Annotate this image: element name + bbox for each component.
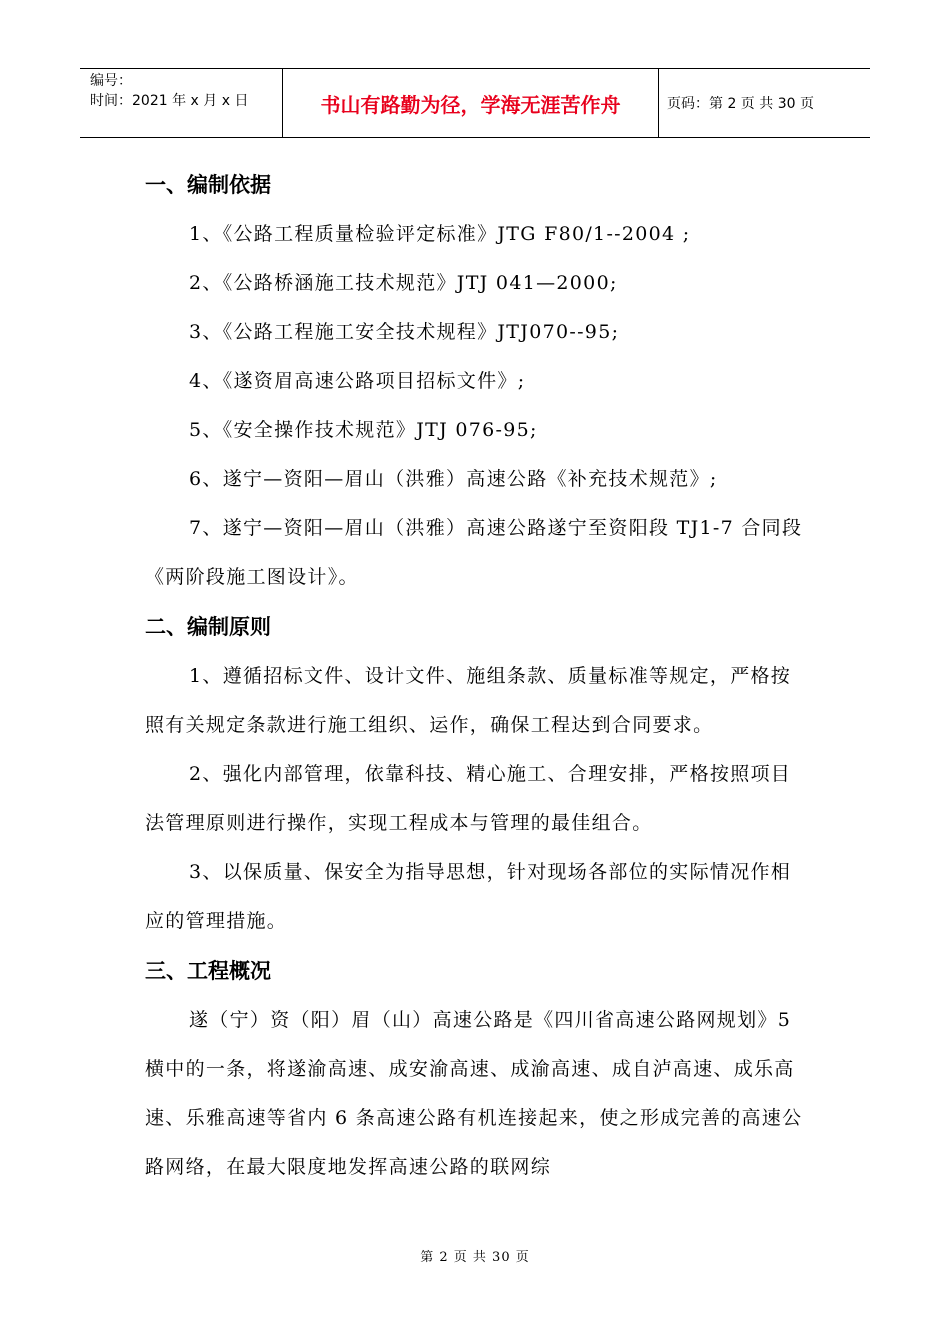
header-meta xyxy=(80,69,282,137)
principle-item-2: 2、强化内部管理，依靠科技、精心施工、合理安排，严格按照项目法管理原则进行操作，实现工程成本与管理的最佳组合。 xyxy=(145,763,792,834)
header-page-info: 页码：第 2 页 共 30 页 xyxy=(667,96,814,112)
basis-item-6: 6、遂宁—资阳—眉山（洪雅）高速公路《补充技术规范》; xyxy=(189,468,718,490)
basis-item-2: 2、《公路桥涵施工技术规范》JTJ 041—2000; xyxy=(189,272,618,294)
section-title-basis: 一、编制依据 xyxy=(145,173,271,197)
basis-item-4: 4、《遂资眉高速公路项目招标文件》; xyxy=(189,370,526,392)
page-footer: 第 2 页 共 30 页 xyxy=(420,1250,530,1265)
principle-item-1: 1、遵循招标文件、设计文件、施组条款、质量标准等规定，严格按照有关规定条款进行施工组织、运作，确保工程达到合同要求。 xyxy=(145,665,792,736)
basis-item-3: 3、《公路工程施工安全技术规程》JTJ070--95; xyxy=(189,321,620,343)
page-header xyxy=(80,68,870,138)
document-body xyxy=(145,160,805,1192)
principle-item-3: 3、以保质量、保安全为指导思想，针对现场各部位的实际情况作相应的管理措施。 xyxy=(145,861,792,932)
basis-item-7: 7、遂宁—资阳—眉山（洪雅）高速公路遂宁至资阳段 TJ1-7 合同段《两阶段施工图设计》。 xyxy=(145,517,803,588)
section-title-overview: 三、工程概况 xyxy=(145,959,271,983)
document-date: 时间：2021 年 x 月 x 日 xyxy=(90,93,249,109)
document-number-label: 编号： xyxy=(90,73,132,89)
section-title-principles: 二、编制原则 xyxy=(145,615,271,639)
overview-paragraph: 遂（宁）资（阳）眉（山）高速公路是《四川省高速公路网规划》5 横中的一条，将遂渝高速、成安渝高速、成渝高速、成自泸高速、成乐高速、乐雅高速等省内 6 条高速公路有机连接起来，使之形成完善的高速公路网络，在最大限度地发挥高速公路的联网综 xyxy=(145,1009,803,1178)
header-motto: 书山有路勤为径，学海无涯苦作舟 xyxy=(282,69,659,137)
basis-item-1: 1、《公路工程质量检验评定标准》JTG F80/1--2004 ; xyxy=(189,223,691,245)
basis-item-5: 5、《安全操作技术规范》JTJ 076-95; xyxy=(189,419,538,441)
